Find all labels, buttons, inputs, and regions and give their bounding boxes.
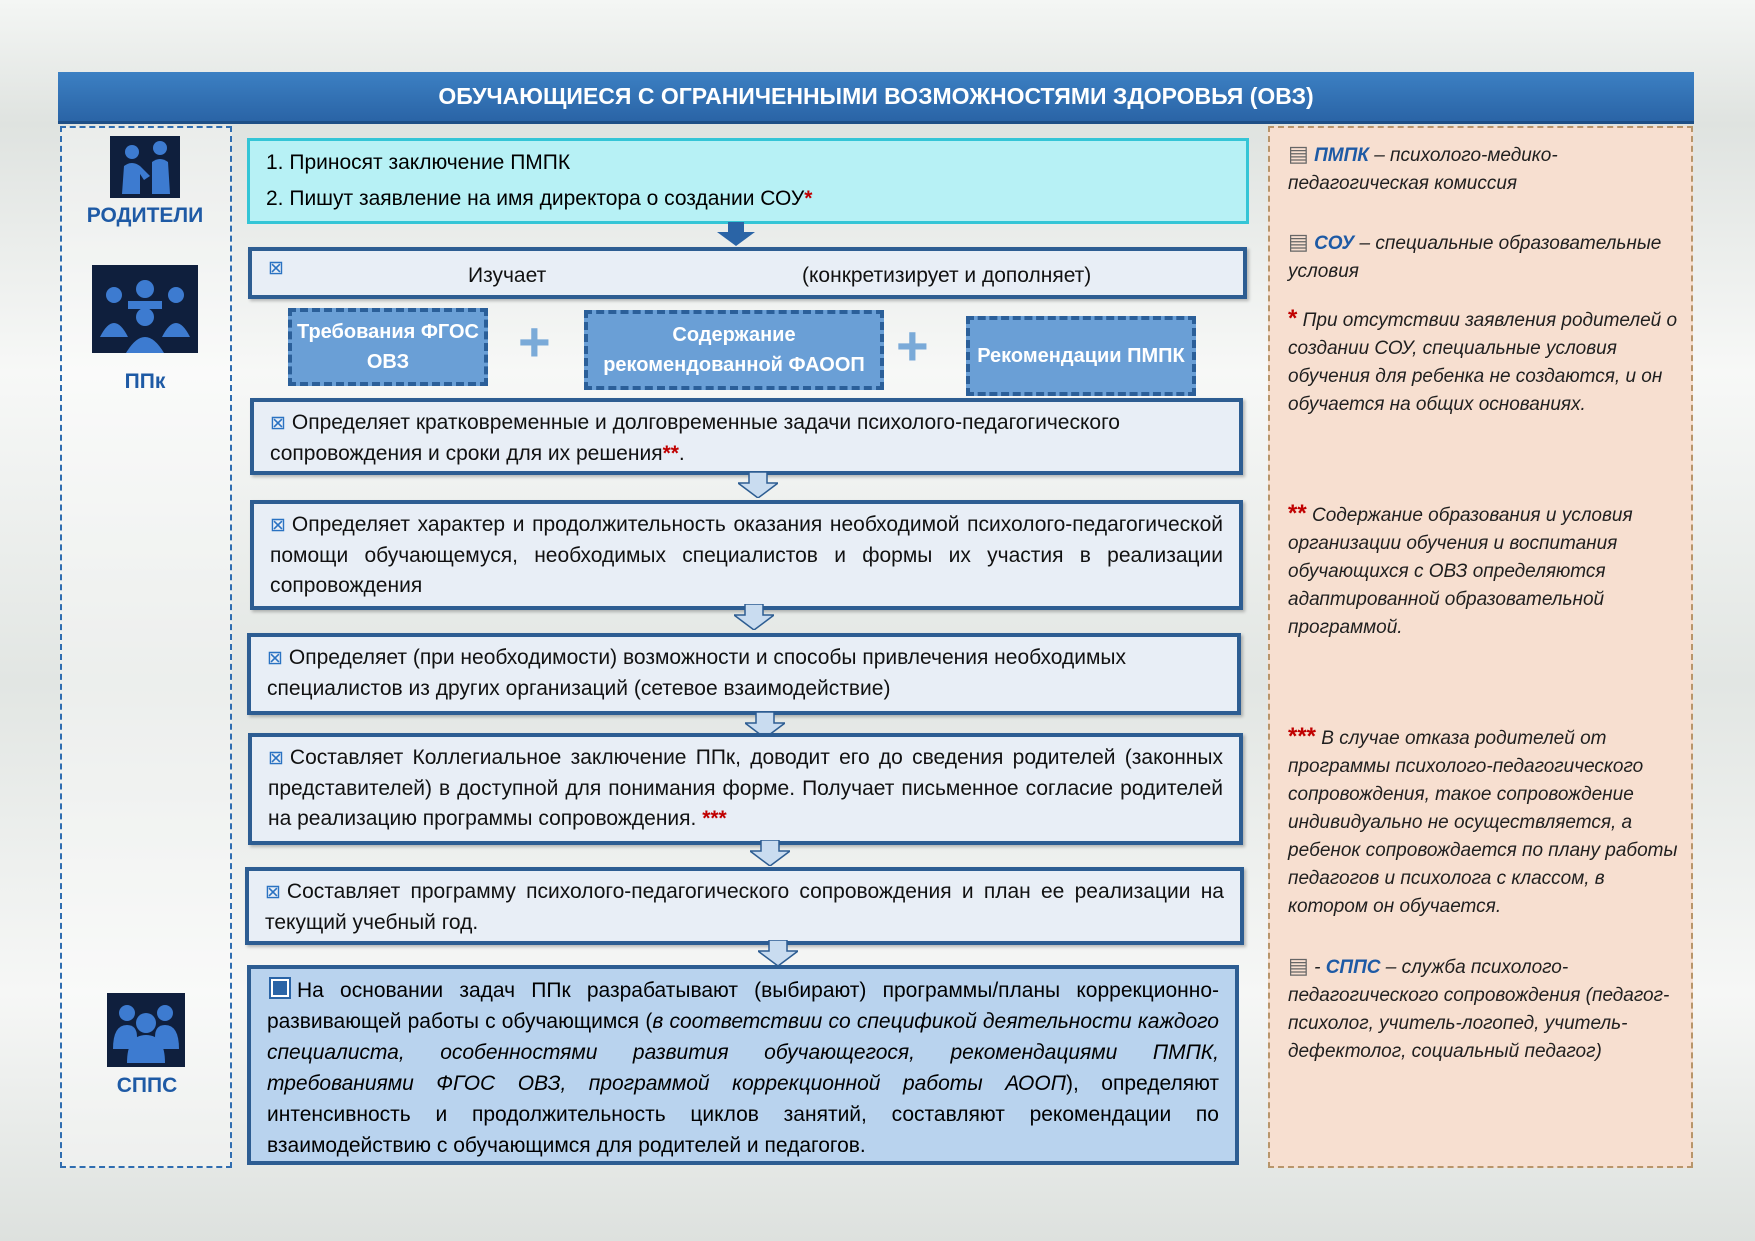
footnote-mark: * — [804, 187, 813, 210]
document-icon: ▤ — [1288, 141, 1309, 166]
parents-actions-box — [247, 138, 1249, 224]
item-number: 2. — [266, 187, 284, 210]
spps-text-2: ), определяют интенсивность и продолжительность циклов занятий, составляют рекомендации по взаимодействию с обучающимся для родителей и педагогов. — [267, 1072, 1219, 1157]
role-label-parents: РОДИТЕЛИ — [86, 204, 204, 227]
note-spps-text: – служба психолого-педагогического сопровождения (педагог-психолог, учитель-логопед, учитель-дефектолог, социальный педагог) — [1288, 957, 1670, 1062]
note-spps-dash: - — [1314, 957, 1326, 978]
parents-item-1: Приносят заключение ПМПК — [289, 151, 571, 174]
step-3-text: Определяет (при необходимости) возможности и способы привлечения необходимых специалистов из других организаций (сетевое взаимодействие) — [267, 646, 1126, 700]
step-5-text: Составляет программу психолого-педагогического сопровождения и план ее реализации на текущий учебный год. — [265, 880, 1224, 934]
spps-box — [247, 965, 1239, 1165]
footnote-mark: ** — [1288, 500, 1307, 527]
plus-icon: + — [896, 314, 929, 377]
meeting-icon — [92, 265, 198, 358]
abbr-sou: СОУ — [1314, 233, 1355, 254]
studies-box — [248, 247, 1247, 299]
plus-icon: + — [518, 310, 551, 373]
footnote-mark: *** — [1288, 723, 1317, 750]
checkbox-icon: ⊠ — [270, 515, 286, 536]
footnote-mark: ** — [662, 442, 679, 465]
note-sou-text: – специальные образовательные условия — [1288, 233, 1662, 282]
checkbox-icon: ⊠ — [265, 882, 281, 903]
document-icon: ▤ — [1288, 953, 1309, 978]
studies-note: (конкретизирует и дополняет) — [802, 264, 1092, 287]
step-1-box — [250, 398, 1243, 475]
note-footnote-2 — [1288, 500, 1678, 642]
note-footnote-3-text: В случае отказа родителей от программы психолого-педагогического сопровождения, такое сопровождение индивидуально не осуществляется, а ребенок сопровождается по плану работы педагогов и психолога с классом, в котором он обучается. — [1288, 728, 1678, 917]
note-sou — [1288, 228, 1678, 286]
note-footnote-1-text: При отсутствии заявления родителей о создании СОУ, специальные условия обучения для ребенка не создаются, и он обучается на общих основаниях. — [1288, 310, 1678, 415]
abbr-spps: СППС — [1325, 957, 1381, 978]
footnote-mark: * — [1288, 305, 1298, 332]
step-2-text: Определяет характер и продолжительность оказания необходимой психолого-педагогической помощи обучающемуся, необходимых специалистов и формы их участия в реализации сопровождения — [270, 513, 1223, 597]
square-bullet-icon — [271, 979, 289, 997]
spps-text-1: На основании задач ППк разрабатывают (выбирают) программы/планы коррекционно-развивающей работы с обучающимся ( — [267, 979, 1219, 1033]
step-4-box — [248, 733, 1243, 845]
role-label-spps: СППС — [116, 1074, 178, 1097]
abbr-pmpk: ПМПК — [1314, 145, 1369, 166]
document-icon: ▤ — [1288, 229, 1309, 254]
checkbox-icon: ⊠ — [268, 258, 284, 279]
checkbox-icon: ⊠ — [268, 748, 284, 769]
source-faoop: Содержание рекомендованной ФАООП — [584, 310, 884, 390]
note-pmpk-text: – психолого-медико-педагогическая комиссия — [1288, 145, 1558, 194]
page-title: ОБУЧАЮЩИЕСЯ С ОГРАНИЧЕННЫМИ ВОЗМОЖНОСТЯМИ ЗДОРОВЬЯ (ОВЗ) — [58, 72, 1694, 124]
checkbox-icon: ⊠ — [267, 648, 283, 669]
arrow-down-icon — [734, 604, 774, 635]
footnote-mark: *** — [696, 807, 727, 830]
note-spps — [1288, 952, 1678, 1066]
parents-icon — [110, 136, 180, 203]
arrow-down-icon — [738, 472, 778, 503]
note-footnote-2-text: Содержание образования и условия организации обучения и воспитания обучающихся с ОВЗ определяются адаптированной образовательной программой. — [1288, 505, 1633, 638]
step-5-box — [245, 867, 1244, 945]
item-number: 1. — [266, 151, 284, 174]
note-pmpk — [1288, 140, 1678, 198]
note-footnote-1 — [1288, 305, 1678, 419]
step-1-tail: . — [678, 442, 685, 465]
step-4-text: Составляет Коллегиальное заключение ППк, доводит его до сведения родителей (законных представителей) в доступной для понимания форме. Получает письменное согласие родителей на реализацию программы сопровождения. — [268, 746, 1223, 830]
team-icon — [107, 993, 185, 1072]
step-1-text: Определяет кратковременные и долговременные задачи психолого-педагогического сопровождения и сроки для их решения — [270, 411, 1120, 465]
step-2-box — [250, 500, 1243, 610]
source-pmpk: Рекомендации ПМПК — [966, 316, 1196, 396]
parents-item-2: Пишут заявление на имя директора о создании СОУ — [289, 187, 805, 210]
studies-label: Изучает — [468, 264, 547, 287]
step-3-box — [247, 633, 1241, 715]
spps-text-italic: в соответствии со спецификой деятельности каждого специалиста, особенностями развития обучающегося, рекомендациями ПМПК, требованиями ФГОС ОВЗ, программой коррекционной работы АООП — [267, 1010, 1219, 1095]
note-footnote-3 — [1288, 723, 1683, 921]
source-fgos: Требования ФГОС ОВЗ — [288, 308, 488, 386]
checkbox-icon: ⊠ — [270, 413, 286, 434]
role-label-ppk: ППк — [124, 370, 166, 393]
